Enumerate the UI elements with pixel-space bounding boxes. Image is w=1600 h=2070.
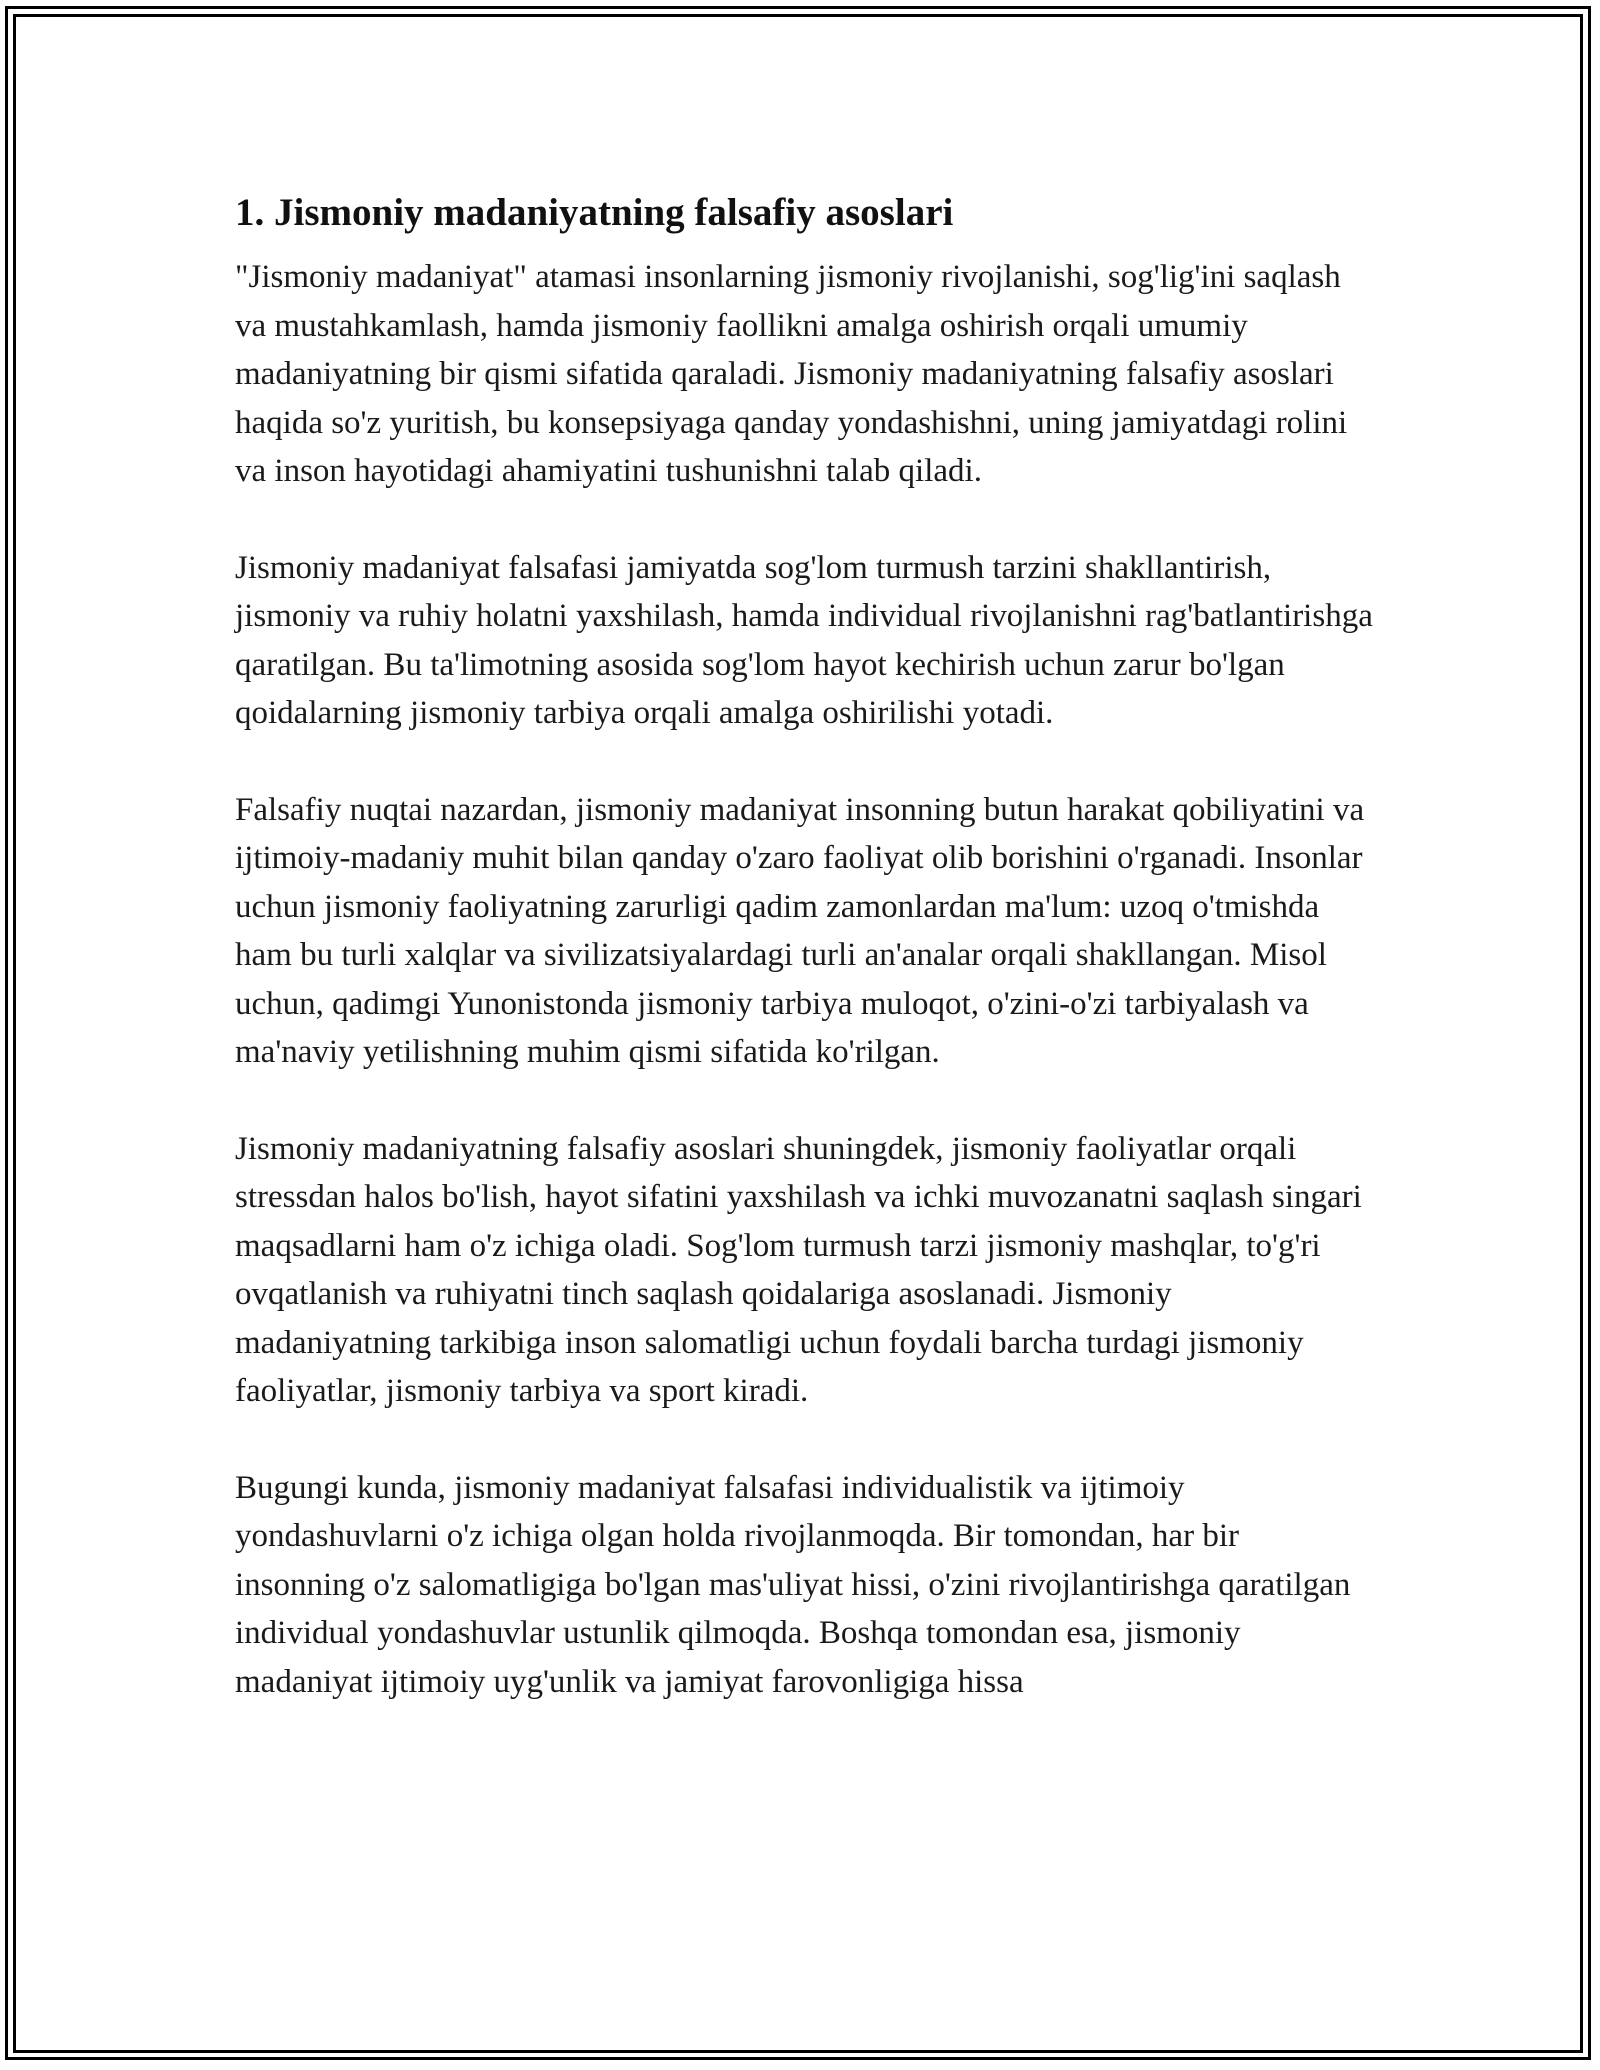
section-heading: 1. Jismoniy madaniyatning falsafiy asoslari: [235, 191, 954, 234]
paragraph-2: Jismoniy madaniyat falsafasi jamiyatda sog'lom turmush tarzini shakllantirish, jismoniy va ruhiy holatni yaxshilash, hamda individual rivojlanishni rag'batlantirishga qaratilgan. Bu ta'limotning asosida sog'lom hayot kechirish uchun zarur bo'lgan qoidalarning jismoniy tarbiya orqali amalga oshirilishi yotadi.: [235, 549, 1373, 731]
paragraph-5: Bugungi kunda, jismoniy madaniyat falsafasi individualistik va ijtimoiy yondashuvlarni o'z ichiga olgan holda rivojlanmoqda. Bir tomondan, har bir insonning o'z salomatligiga bo'lgan mas'uliyat hissi, o'zini rivojlantirishga qaratilgan individual yondashuvlar ustunlik qilmoqda. Boshqa tomondan esa, jismoniy madaniyat ijtimoiy uyg'unlik va jamiyat farovonligiga hissa: [235, 1469, 1351, 1700]
paragraph-1: "Jismoniy madaniyat" atamasi insonlarning jismoniy rivojlanishi, sog'lig'ini saqlash va mustahkamlash, hamda jismoniy faollikni amalga oshirish orqali umumiy madaniyatning bir qismi sifatida qaraladi. Jismoniy madaniyatning falsafiy asoslari haqida so'z yuritish, bu konsepsiyaga qanday yondashishni, uning jamiyatdagi rolini va inson hayotidagi ahamiyatini tushunishni talab qiladi.: [235, 259, 1348, 489]
paragraph-4: Jismoniy madaniyatning falsafiy asoslari shuningdek, jismoniy faoliyatlar orqali stressdan halos bo'lish, hayot sifatini yaxshilash va ichki muvozanatni saqlash singari maqsadlarni ham o'z ichiga oladi. Sog'lom turmush tarzi jismoniy mashqlar, to'g'ri ovqatlanish va ruhiyatni tinch saqlash qoidalariga asoslanadi. Jismoniy madaniyatning tarkibiga inson salomatligi uchun foydali barcha turdagi jismoniy faoliyatlar, jismoniy tarbiya va sport kiradi.: [235, 1130, 1362, 1409]
paragraph-3: Falsafiy nuqtai nazardan, jismoniy madaniyat insonning butun harakat qobiliyatini va ijtimoiy-madaniy muhit bilan qanday o'zaro faoliyat olib borishini o'rganadi. Insonlar uchun jismoniy faoliyatning zarurligi qadim zamonlardan ma'lum: uzoq o'tmishda ham bu turli xalqlar va sivilizatsiyalardagi turli an'analar orqali shakllangan. Misol uchun, qadimgi Yunonistonda jismoniy tarbiya muloqot, o'zini-o'zi tarbiyalash va ma'naviy yetilishning muhim qismi sifatida ko'rilgan.: [235, 791, 1365, 1070]
document-body: [235, 185, 1375, 1754]
